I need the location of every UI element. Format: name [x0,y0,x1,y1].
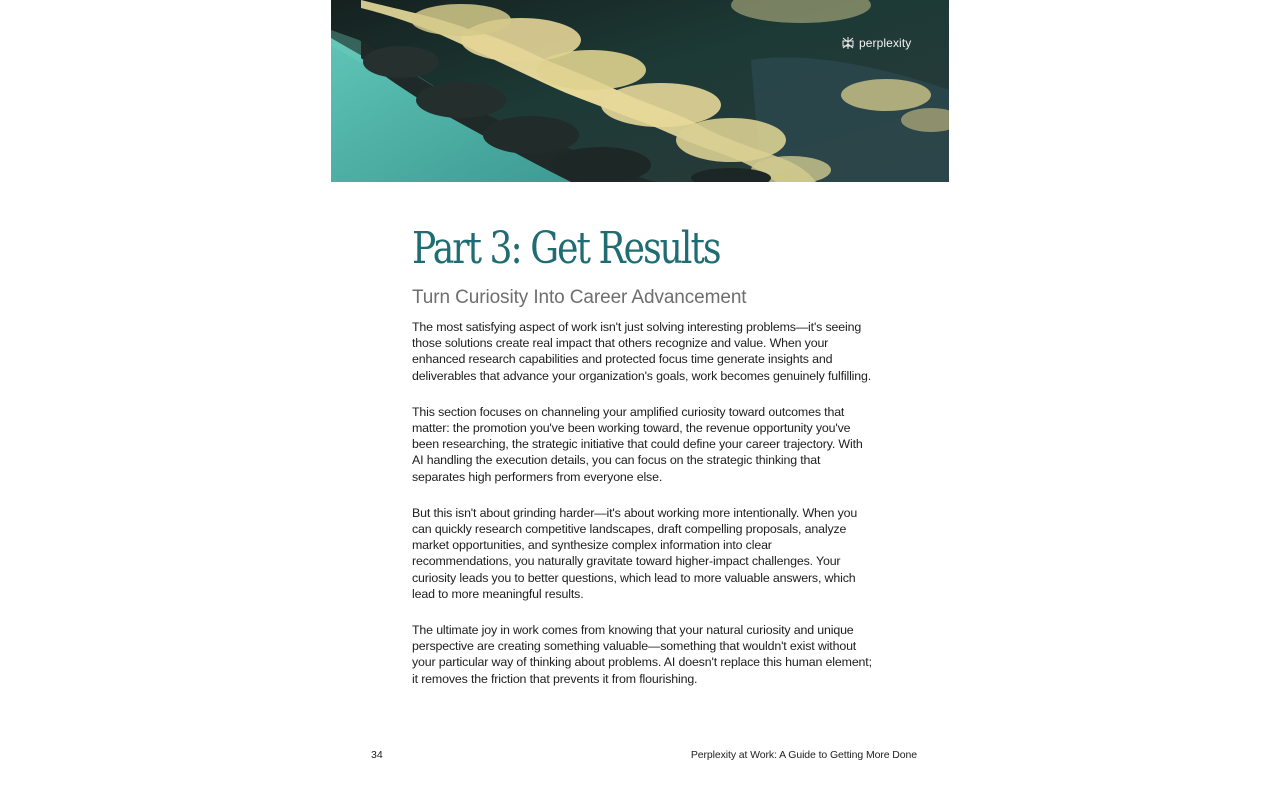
paragraph-1: The most satisfying aspect of work isn't just solving interesting problems—it's seeing those solutions create real impact that others recognize and value. When your enhanced research capabilities and protected focus time generate insights and deliverables that advance your organization's goals, work becomes genuinely fulfilling. [412,320,872,383]
paragraph-3: But this isn't about grinding harder—it's about working more intentionally. When you can quickly research competitive landscapes, draft compelling proposals, analyze market opportunities, and synthesize complex information into clear recommendations, you naturally gravitate toward higher-impact challenges. Your curiosity leads you to better questions, which lead to more valuable answers, which lead to more meaningful results. [412,505,858,601]
document-title: Perplexity at Work: A Guide to Getting More Done [690,749,917,761]
paragraph-2: This section focuses on channeling your amplified curiosity toward outcomes that matter: the promotion you've been working toward, the revenue opportunity you've been researching, the strategic initiative that could define your career trajectory. With AI handling the execution details, you can focus on the strategic thinking that separates high performers from everyone else. [412,404,863,484]
perplexity-logo-icon [841,36,855,50]
content-section [412,222,872,687]
hero-image [331,0,949,182]
document-page [331,0,949,800]
page-number: 34 [371,749,383,761]
page-title: Part 3: Get Results [412,223,720,274]
sky-clouds-illustration [331,0,949,182]
brand-name: perplexity [859,36,912,50]
perplexity-logo [841,36,911,50]
paragraph-4: The ultimate joy in work comes from knowing that your natural curiosity and unique perspective are creating something valuable—something that wouldn't exist without your particular way of thinking about problems. AI doesn't replace this human element; it removes the friction that prevents it from flourishing. [412,623,872,686]
page-subtitle: Turn Curiosity Into Career Advancement [412,287,747,308]
